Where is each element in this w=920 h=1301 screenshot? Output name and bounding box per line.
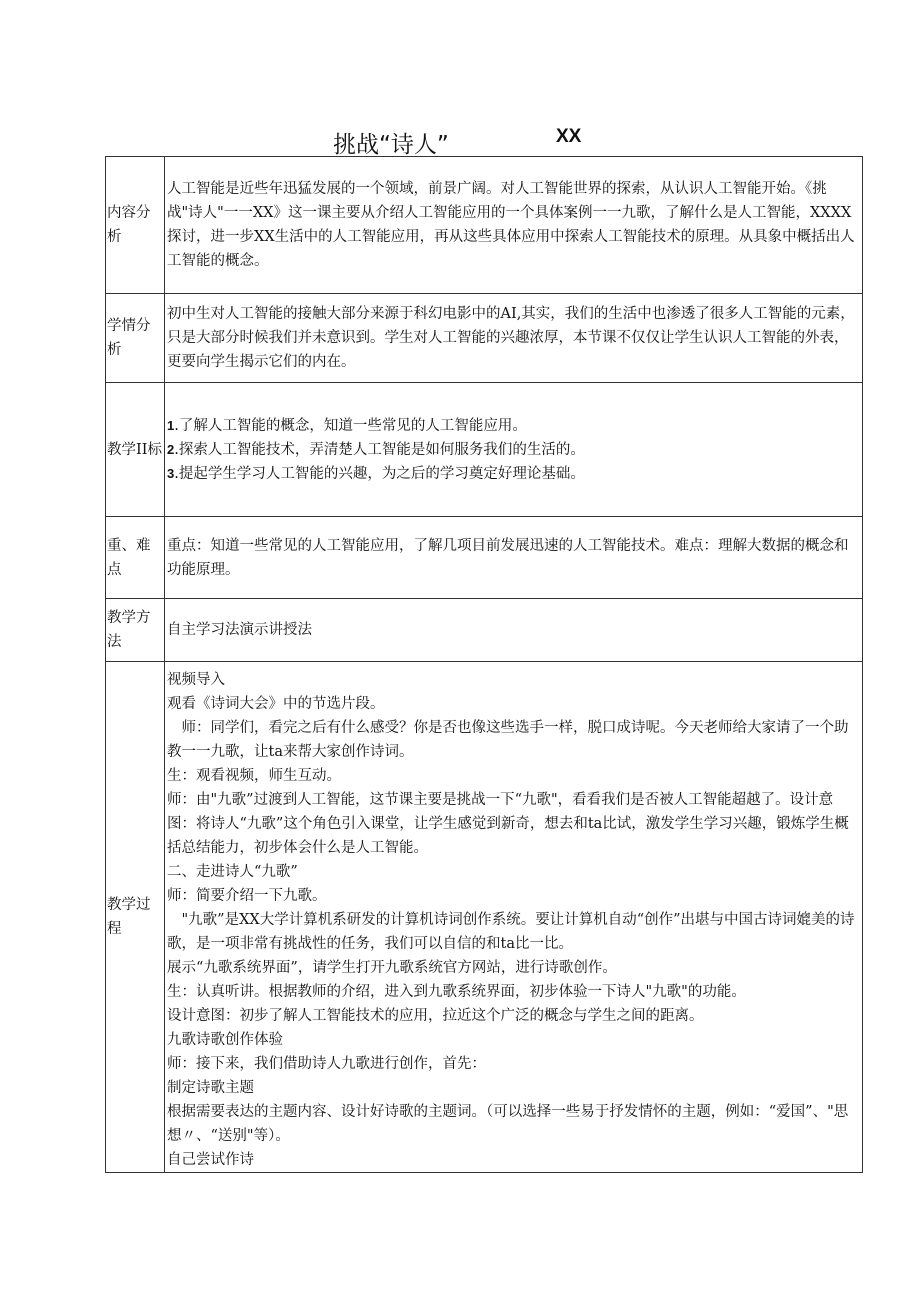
row-student-analysis (106, 294, 863, 383)
objective-text: .了解人工智能的概念，知道一些常见的人工智能应用。 (174, 417, 527, 434)
row-objectives (106, 383, 863, 517)
process-paragraph: "九歌”是XX大学计算机系研发的计算机诗词创作系统。要让计算机自动“创作”出堪与中国古诗词媲美的诗歌，是一项非常有挑战性的任务，我们可以自信的和ta比一比。 (167, 912, 855, 952)
row-key-points (106, 517, 863, 599)
label-methods: 教学方法 (106, 599, 165, 662)
process-paragraph: 展示“九歌系统界面”，请学生打开九歌系统官方网站，进行诗歌创作。 (167, 960, 617, 976)
process-paragraph: 生：观看视频，师生互动。 (167, 768, 341, 784)
title-suffix: XX (556, 126, 582, 147)
process-paragraph: 二、走进诗人“九歌” (167, 864, 298, 880)
row-methods (106, 599, 863, 662)
key-points-text (165, 517, 863, 599)
content-analysis-paragraph: 人工智能是近些年迅猛发展的一个领域，前景广阔。对人工智能世界的探索，从认识人工智能开始。《挑战"诗人"一一XX》这一课主要从介绍人工智能应用的一个具体案例一一九歌，了解什么是人工智能，XXXX探讨，进一步XX生活中的人工智能应用，再从这些具体应用中探索人工智能技术的原理。从具象中概括出人工智能的概念。 (167, 181, 855, 269)
label-student-analysis: 学情分析 (106, 294, 165, 383)
objectives-list (165, 383, 863, 517)
row-content-analysis (106, 157, 863, 294)
row-process (106, 662, 863, 1173)
process-paragraph: 自己尝试作诗 (167, 1152, 254, 1168)
document-title (0, 126, 920, 160)
objective-text: .探索人工智能技术，弄清楚人工智能是如何服务我们的生活的。 (174, 441, 585, 458)
process-paragraph: 师：接下来，我们借助诗人九歌进行创作，首先： (167, 1056, 486, 1072)
methods-text (165, 599, 863, 662)
content-analysis-text (165, 157, 863, 294)
objective-number: 1 (167, 417, 175, 433)
objective-text: .提起学生学习人工智能的兴趣，为之后的学习奠定好理论基础。 (174, 465, 585, 482)
objective-item (167, 438, 860, 462)
label-process: 教学过程 (106, 662, 165, 1173)
label-key-points: 重、难点 (106, 517, 165, 599)
process-paragraph: 九歌诗歌创作体验 (167, 1032, 283, 1048)
methods-paragraph: 自主学习法演示讲授法 (167, 622, 312, 638)
process-paragraph: 设计意图：初步了解人工智能技术的应用，拉近这个广泛的概念与学生之间的距离。 (167, 1008, 704, 1024)
process-paragraph: 制定诗歌主题 (167, 1080, 254, 1096)
process-paragraph: 师：由"九歌”过渡到人工智能，这节课主要是挑战一下“九歌"，看看我们是否被人工智能超越了。设计意图：将诗人“九歌”这个角色引入课堂，让学生感觉到新奇，想去和ta比试，激发学生学习兴趣，锻炼学生概括总结能力，初步体会什么是人工智能。 (167, 792, 849, 856)
process-paragraph: 观看《诗词大会》中的节选片段。 (167, 696, 385, 712)
label-content-analysis: 内容分析 (106, 157, 165, 294)
lesson-plan-table (105, 156, 863, 1173)
objective-number: 3 (167, 465, 175, 481)
process-paragraph: 视频导入 (167, 672, 225, 688)
key-points-paragraph: 重点：知道一些常见的人工智能应用，了解几项目前发展迅速的人工智能技术。难点：理解大数据的概念和功能原理。 (167, 537, 849, 578)
process-paragraph: 师：同学们，看完之后有什么感受？你是否也像这些选手一样，脱口成诗呢。今天老师给大家请了一个助教一一九歌，让ta来帮大家创作诗词。 (167, 720, 849, 760)
lesson-title: 挑战“诗人” (333, 132, 449, 158)
label-objectives: 教学II标 (106, 383, 165, 517)
student-analysis-text (165, 294, 863, 383)
process-paragraph: 生：认真听讲。根据教师的介绍，进入到九歌系统界面，初步体验一下诗人"九歌"的功能。 (167, 984, 746, 1000)
objective-number: 2 (167, 441, 175, 457)
student-analysis-paragraph: 初中生对人工智能的接触大部分来源于科幻电影中的AI,其实，我们的生活中也渗透了很多人工智能的元素，只是大部分时候我们并未意识到。学生对人工智能的兴趣浓厚，本节课不仅仅让学生认识人工智能的外表，更要向学生揭示它们的内在。 (167, 306, 855, 370)
process-paragraph: 根据需要表达的主题内容、设计好诗歌的主题词。（可以选择一些易于抒发情怀的主题，例如：“爱国”、"思想〃、“送别"等）。 (167, 1104, 849, 1144)
process-content (165, 662, 863, 1173)
process-paragraph: 师：简要介绍一下九歌。 (167, 888, 327, 904)
objective-item (167, 462, 860, 486)
objective-item (167, 414, 860, 438)
